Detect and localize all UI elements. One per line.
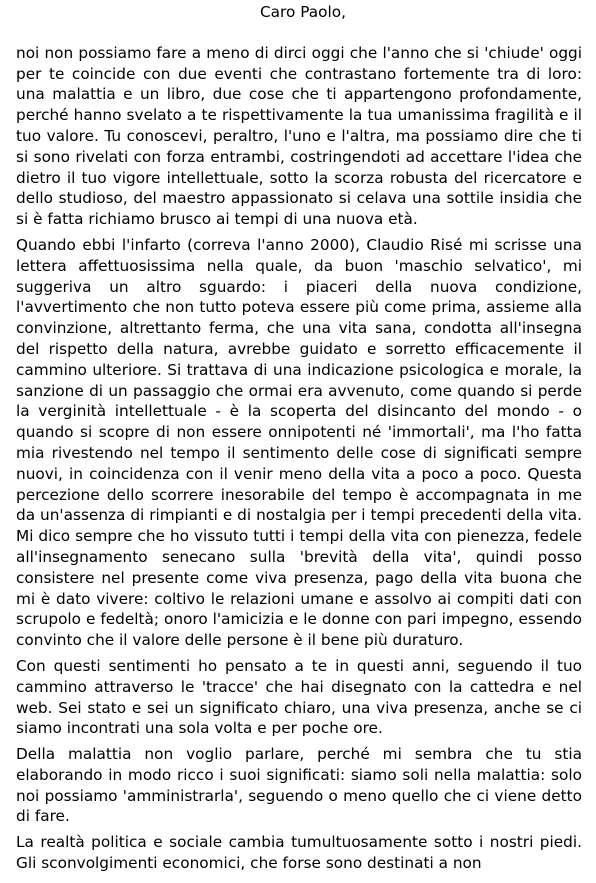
paragraph-5: La realtà politica e sociale cambia tumultuosamente sotto i nostri piedi. Gli sconvolgimenti economici, che forse sono destinati a non (16, 833, 582, 873)
paragraph-2: Quando ebbi l'infarto (correva l'anno 2000), Claudio Risé mi scrisse una lettera affettuosissima nella quale, da buon 'maschio selvatico', mi suggeriva un altro sguardo: i piaceri della nuova condizione, l'avvertimento che non tutto poteva essere più come prima, assieme alla convinzione, altrettanto ferma, che una vita sana, condotta all'insegna del rispetto della natura, avrebbe guidato e sorretto efficacemente il cammino ulteriore. Si trattava di una indicazione psicologica e morale, la sanzione di un passaggio che ormai era avvenuto, come quando si perde la verginità intellettuale - è la scoperta del disincanto del mondo - o quando si scopre di non essere onnipotenti né 'immortali', ma l'ho fatta mia rivestendo nel tempo il sentimento delle cose di significati sempre nuovi, in coincidenza con il venir meno della vita a poco a poco. Questa percezione dello scorrere inesorabile del tempo è accompagnata in me da un'assenza di rimpianti e di nostalgia per i tempi precedenti della vita. Mi dico sempre che ho vissuto tutti i tempi della vita con pienezza, fedele all'insegnamento senecano sulla 'brevità della vita', quindi posso consistere nel presente come viva presenza, pago della vita buona che mi è dato vivere: coltivo le relazioni umane e assolvo ai compiti dati con scrupolo e fedeltà; onoro l'amicizia e le donne con pari impegno, essendo convinto che il valore delle persone è il bene più duraturo. (16, 235, 582, 650)
paragraph-3: Con questi sentimenti ho pensato a te in questi anni, seguendo il tuo cammino attraverso le 'tracce' che hai disegnato con la cattedra e nel web. Sei stato e sei un significato chiaro, una viva presenza, anche se ci siamo incontrati una sola volta e per poche ore. (16, 656, 582, 738)
paragraph-4: Della malattia non voglio parlare, perché mi sembra che tu stia elaborando in modo ricco i suoi significati: siamo soli nella malattia: solo noi possiamo 'amministrarla', seguendo o meno quello che ci viene detto di fare. (16, 745, 582, 826)
letter-page (16, 2, 582, 879)
salutation: Caro Paolo, (260, 3, 346, 21)
paragraph-1: noi non possiamo fare a meno di dirci oggi che l'anno che si 'chiude' oggi per te coincide con due eventi che contrastano fortemente tra di loro: una malattia e un libro, due cose che ti appartengono profondamente, perché hanno svelato a te rispettivamente la tua umanissima fragilità e il tuo valore. Tu conoscevi, peraltro, l'uno e l'altra, ma possiamo dire che ti si sono rivelati con forza entrambi, costringendoti ad accettare l'idea che dietro il tuo vigore intellettuale, sotto la scorza robusta del ricercatore e dello studioso, del maestro appassionato si celava una sottile insidia che si è fatta richiamo brusco ai tempi di una nuova età. (16, 43, 582, 229)
